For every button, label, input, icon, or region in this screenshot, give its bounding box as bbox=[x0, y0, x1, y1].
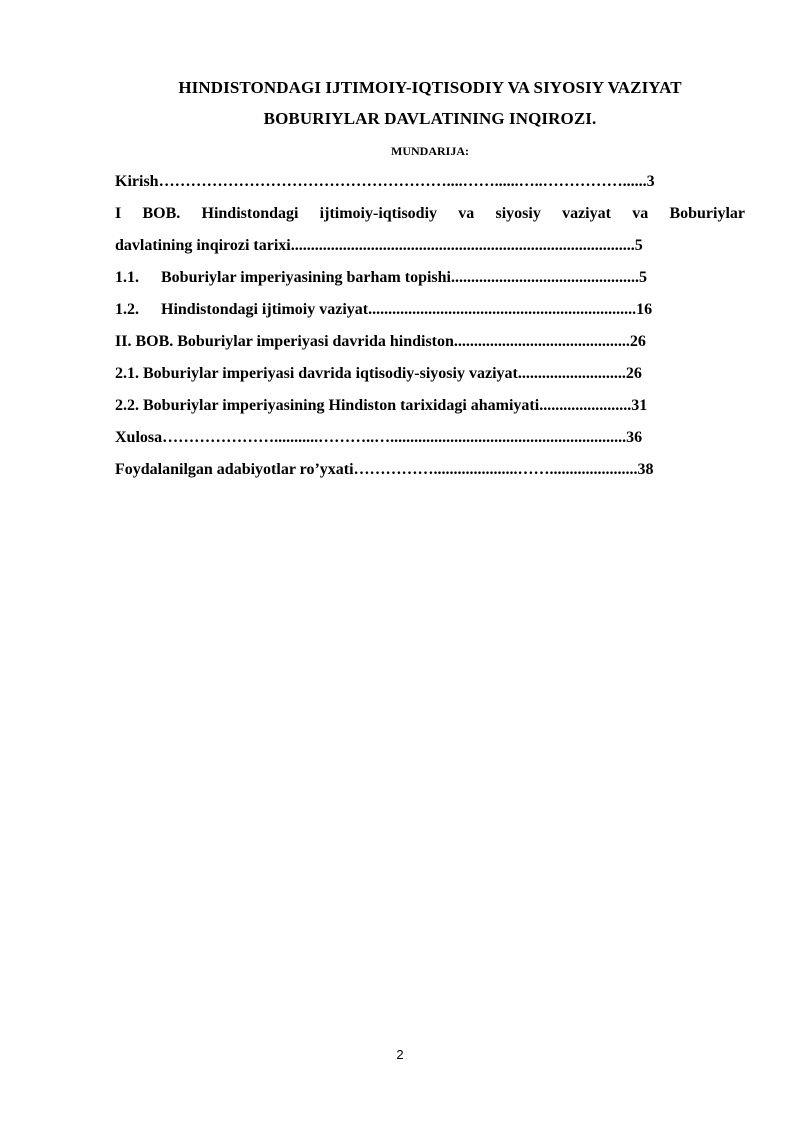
toc-entry-adabiyotlar: Foydalanilgan adabiyotlar ro’yxati…………….....................……......................38 bbox=[115, 461, 654, 478]
table-of-contents bbox=[115, 166, 745, 486]
toc-entry-xulosa: Xulosa…………………...........………..…...........................................................36 bbox=[115, 429, 643, 446]
section-title: Hindistondagi ijtimoiy vaziyat...................................................................16 bbox=[161, 301, 653, 318]
toc-entry-section-1-2 bbox=[115, 294, 745, 326]
toc-entry-bob1-line2: davlatining inqirozi tarixi......................................................................................5 bbox=[115, 237, 643, 254]
toc-entry-section-2-1: 2.1. Boburiylar imperiyasi davrida iqtisodiy-siyosiy vaziyat...........................26 bbox=[115, 365, 642, 382]
section-number: 1.1. bbox=[115, 269, 139, 286]
section-number: 1.2. bbox=[115, 301, 139, 318]
document-title-line-1: HINDISTONDAGI IJTIMOIY-IQTISODIY VA SIYOSIY VAZIYAT bbox=[178, 78, 682, 97]
toc-entry-bob2: II. BOB. Boburiylar imperiyasi davrida hindiston............................................26 bbox=[115, 333, 646, 350]
page-number: 2 bbox=[396, 1047, 404, 1062]
toc-entry-section-2-2: 2.2. Boburiylar imperiyasining Hindiston tarixidagi ahamiyati.......................31 bbox=[115, 397, 648, 414]
toc-entry-kirish: Kirish………………………………………………....……......…..……………......3 bbox=[115, 173, 655, 190]
toc-entry-section-1-1 bbox=[115, 262, 745, 294]
toc-entry-bob1-line1: I BOB. Hindistondagi ijtimoiy-iqtisodiy va siyosiy vaziyat va Boburiylar bbox=[115, 205, 745, 222]
document-title-line-2: BOBURIYLAR DAVLATINING INQIROZI. bbox=[263, 109, 597, 128]
section-title: Boburiylar imperiyasining barham topishi...............................................5 bbox=[161, 269, 647, 286]
toc-heading: MUNDARIJA: bbox=[391, 144, 469, 158]
